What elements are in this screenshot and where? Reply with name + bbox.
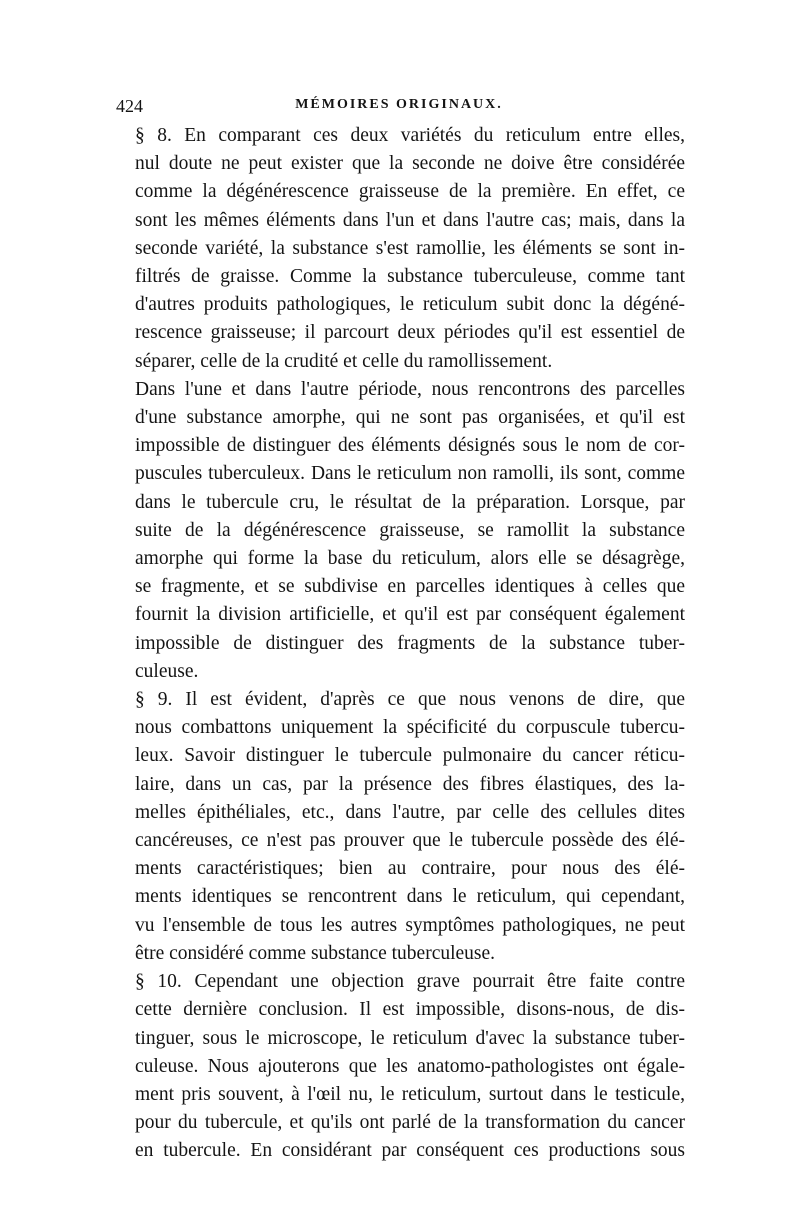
text-line: ments identiques se rencontrent dans le reticulum, qui cependant, xyxy=(135,886,685,908)
text-line: séparer, celle de la crudité et celle du ramollissement. xyxy=(135,350,553,372)
text-line: § 8. En comparant ces deux variétés du reticulum entre elles, xyxy=(135,125,685,146)
text-line: melles épithéliales, etc., dans l'autre, par celle des cellules dites xyxy=(135,801,685,823)
text-line: filtrés de graisse. Comme la substance tuberculeuse, comme tant xyxy=(135,266,685,288)
text-line: Dans l'une et dans l'autre période, nous rencontrons des parcelles xyxy=(135,378,685,400)
text-line: § 10. Cependant une objection grave pourrait être faite contre xyxy=(135,971,685,993)
text-line: nous combattons uniquement la spécificité du corpuscule tubercu- xyxy=(135,717,685,739)
paragraph-section-9 xyxy=(113,686,685,968)
paragraph-section-8 xyxy=(113,122,685,376)
text-line: puscules tuberculeux. Dans le reticulum non ramolli, ils sont, comme xyxy=(135,463,685,485)
text-line: dans le tubercule cru, le résultat de la préparation. Lorsque, par xyxy=(135,491,685,513)
text-line: sont les mêmes éléments dans l'un et dans l'autre cas; mais, dans la xyxy=(135,209,685,231)
text-line: se fragmente, et se subdivise en parcelles identiques à celles que xyxy=(135,576,685,598)
text-line: tinguer, sous le microscope, le reticulum d'avec la substance tuber- xyxy=(135,1027,685,1049)
text-line: impossible de distinguer des fragments de la substance tuber- xyxy=(135,632,685,654)
text-line: suite de la dégénérescence graisseuse, se ramollit la substance xyxy=(135,519,685,541)
paragraph-continuation xyxy=(113,376,685,686)
text-line: fournit la division artificielle, et qu'il est par conséquent également xyxy=(135,604,685,626)
paragraph-section-10 xyxy=(113,968,685,1165)
text-line: seconde variété, la substance s'est ramollie, les éléments se sont in- xyxy=(135,237,685,259)
text-line: amorphe qui forme la base du reticulum, alors elle se désagrège, xyxy=(135,548,685,570)
text-line: cancéreuses, ce n'est pas prouver que le tubercule possède des élé- xyxy=(135,830,685,852)
text-line: rescence graisseuse; il parcourt deux périodes qu'il est essentiel de xyxy=(135,322,685,344)
text-line: vu l'ensemble de tous les autres symptômes pathologiques, ne peut xyxy=(135,914,685,936)
text-line: cette dernière conclusion. Il est impossible, disons-nous, de dis- xyxy=(135,999,685,1021)
text-line: en tubercule. En considérant par conséquent ces productions sous xyxy=(135,1140,685,1162)
text-line: laire, dans un cas, par la présence des fibres élastiques, des la- xyxy=(135,773,685,795)
page-number: 424 xyxy=(116,96,143,116)
text-line: d'une substance amorphe, qui ne sont pas organisées, et qu'il est xyxy=(135,407,685,429)
running-head xyxy=(113,96,685,122)
text-line: ment pris souvent, à l'œil nu, le reticulum, surtout dans le testicule, xyxy=(135,1083,685,1105)
book-page xyxy=(113,96,685,1166)
text-line: ments caractéristiques; bien au contraire, pour nous des élé- xyxy=(135,858,685,880)
text-line: culeuse. xyxy=(135,660,199,682)
text-line: comme la dégénérescence graisseuse de la première. En effet, ce xyxy=(135,181,685,203)
running-title: MÉMOIRES ORIGINAUX. xyxy=(295,97,503,112)
text-line: pour du tubercule, et qu'ils ont parlé de la transformation du cancer xyxy=(135,1112,685,1134)
text-line: être considéré comme substance tuberculeuse. xyxy=(135,942,496,964)
text-line: § 9. Il est évident, d'après ce que nous venons de dire, que xyxy=(135,689,685,711)
text-line: nul doute ne peut exister que la seconde ne doive être considérée xyxy=(135,153,685,175)
text-line: impossible de distinguer des éléments désignés sous le nom de cor- xyxy=(135,435,685,457)
text-line: d'autres produits pathologiques, le reticulum subit donc la dégéné- xyxy=(135,294,685,316)
text-line: culeuse. Nous ajouterons que les anatomo-pathologistes ont égale- xyxy=(135,1055,685,1077)
text-line: leux. Savoir distinguer le tubercule pulmonaire du cancer réticu- xyxy=(135,745,685,767)
